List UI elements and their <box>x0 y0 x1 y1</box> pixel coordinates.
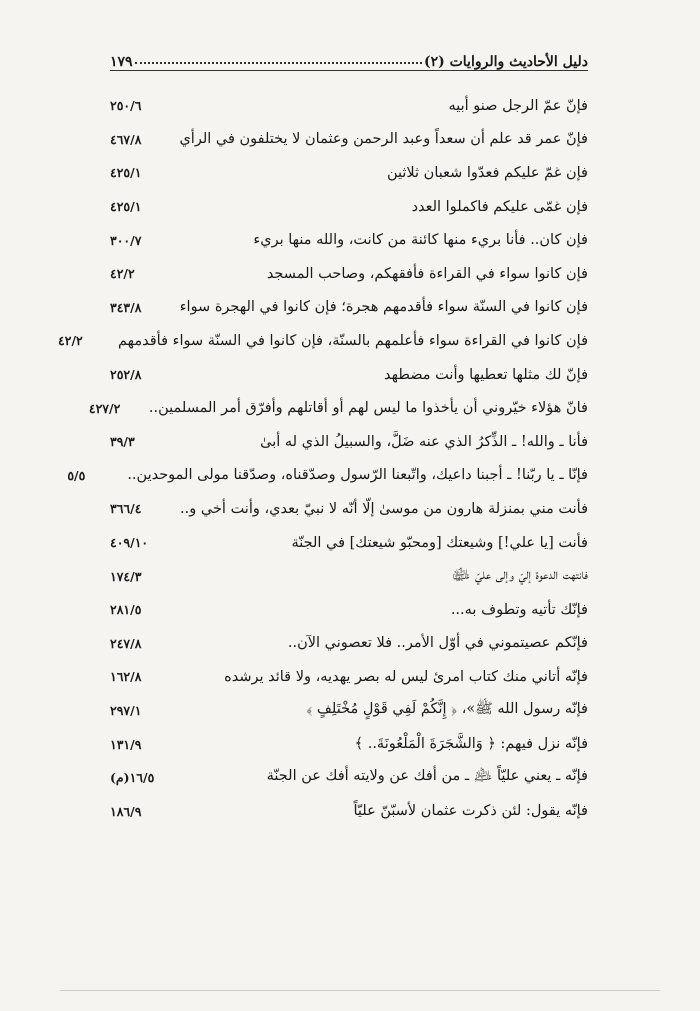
entry-reference: ٢٥٠/٦ <box>110 98 142 114</box>
entry-text: فإنّه رسول الله ﷺ»، ﴿ إِنَّكُمْ لَفِي قَوْلٍ مُخْتَلِفٍ ﴾ <box>306 700 588 717</box>
entry-text: فإن غمّ عليكم فعدّوا شعبان ثلاثين <box>386 164 588 181</box>
index-entry <box>110 526 588 560</box>
entry-text: فانّ هؤلاء خيّروني أن يأخذوا ما ليس لهم أو أقاتلهم وأفرّق أمر المسلمين.. <box>148 400 588 417</box>
entry-text: فإن كان.. فأنا بريء منها كائنة من كانت، والله منها بريء <box>253 232 588 249</box>
entry-text: فإنّك تأتيه وتطوف به... <box>450 601 588 618</box>
running-header <box>110 44 588 71</box>
entry-text: فإنّه أتاني منك كتاب امرئ ليس له بصر يهديه، ولا قائد يرشده <box>224 668 588 685</box>
dot-leader <box>135 62 422 64</box>
index-entry <box>110 559 588 593</box>
entry-reference: ٥/٥ <box>67 467 86 483</box>
entry-reference: ٣٤٣/٨ <box>110 299 142 315</box>
book-title: دليل الأحاديث والروايات (٢) <box>423 54 588 70</box>
index-entry <box>110 761 588 795</box>
index-entry <box>110 694 588 728</box>
entry-text: فأنت مني بمنزلة هارون من موسىٰ إلّا أنّه لا نبيّ بعدي، وأنت أخي و.. <box>180 500 588 517</box>
entry-text: فانتهت الدعوة إليّ وإلى عليّ ﵉ <box>452 566 588 583</box>
entry-reference: ١٦/٥(م) <box>110 770 155 786</box>
index-entry <box>110 190 588 224</box>
bottom-rule <box>60 990 660 991</box>
index-entry <box>67 459 588 493</box>
index-entry <box>110 660 588 694</box>
entry-reference: ٤٢/٢ <box>58 333 83 349</box>
entry-reference: ٤٦٧/٨ <box>110 131 142 147</box>
entry-reference: ٤٠٩/١٠ <box>110 535 149 551</box>
index-entry <box>110 223 588 257</box>
index-entry <box>110 794 588 828</box>
entry-text: فإنّا ـ يا ربّنا! ـ أجبنا داعيك، واتّبعنا الرّسول وصدّقناه، وصدّقنا مولى الموحدين.. <box>127 467 588 484</box>
entry-text: فإنّ عمر قد علم أن سعداً وعبد الرحمن وعثمان لا يختلفون في الرأي <box>179 131 588 148</box>
entry-text: فإنّكم عصيتموني في أوّل الأمر.. فلا تعصوني الآن.. <box>287 635 588 652</box>
entry-reference: ٤٢٥/١ <box>110 199 142 215</box>
entry-text: فأنت [يا علي!] وشيعتك [ومحبّو شيعتك] في الجنّة <box>291 534 588 551</box>
index-entry <box>110 257 588 291</box>
entry-text: فإن كانوا في السنّة سواء فأقدمهم هجرة؛ فإن كانوا في الهجرة سواء <box>179 299 588 316</box>
entry-reference: ٤٢/٢ <box>110 266 135 282</box>
index-entry <box>110 123 588 157</box>
entry-reference: ١٧٤/٣ <box>110 568 142 584</box>
entry-reference: ٣٦٦/٤ <box>110 501 142 517</box>
entry-reference: ٤٢٥/١ <box>110 165 142 181</box>
index-entry <box>110 291 588 325</box>
entry-text: فإنّ عمّ الرجل صنو أبيه <box>448 97 588 114</box>
index-entry <box>110 425 588 459</box>
entry-reference: ١٨٦/٩ <box>110 803 142 819</box>
entry-text: فإنّ لك مثلها تعطيها وأنت مضطهد <box>384 366 588 383</box>
index-entry <box>110 89 588 123</box>
entry-text: فإن كانوا في القراءة سواء فأعلمهم بالسنّة، فإن كانوا في السنّة سواء فأقدمهم <box>118 332 588 349</box>
entry-text: فأنا ـ والله! ـ الذِّكرُ الذي عنه ضَلَّ، والسبيلُ الذي له أبىٰ <box>260 433 588 450</box>
index-entry <box>58 324 588 358</box>
entry-reference: ١٦٢/٨ <box>110 669 142 685</box>
entry-reference: ٢٤٧/٨ <box>110 635 142 651</box>
entry-reference: ٢٩٧/١ <box>110 702 142 718</box>
entry-reference: ٢٨١/٥ <box>110 602 142 618</box>
entry-reference: ٣٠٠/٧ <box>110 232 142 248</box>
entry-text: فإنّه يقول: لئن ذكرت عثمان لأسبّنّ عليّاً <box>353 803 588 820</box>
entry-text: فإن غمّى عليكم فاكملوا العدد <box>411 198 588 215</box>
entry-reference: ٤٢٧/٢ <box>88 400 121 416</box>
index-entry <box>110 727 588 761</box>
entry-reference: ١٣١/٩ <box>110 736 142 752</box>
entry-reference: ٢٥٢/٨ <box>110 367 142 383</box>
entry-text: فإن كانوا سواء في القراءة فأفقهكم، وصاحب المسجد <box>266 265 588 282</box>
hadith-index-list <box>58 89 588 828</box>
entry-reference: ٣٩/٣ <box>110 434 135 450</box>
index-entry <box>110 627 588 661</box>
entry-text: فإنّه نزل فيهم: ﴿ وَالشَّجَرَةَ الْمَلْعُونَةَ.. ﴾ <box>354 736 588 753</box>
page-number: ١٧٩ <box>110 54 133 70</box>
index-entry <box>110 593 588 627</box>
index-entry <box>88 391 588 425</box>
index-entry <box>110 492 588 526</box>
index-entry <box>110 358 588 392</box>
entry-text: فإنّه ـ يعني عليّاً ﵇ ـ من أفك عن ولايته أفك عن الجنّة <box>266 768 588 785</box>
index-entry <box>110 156 588 190</box>
